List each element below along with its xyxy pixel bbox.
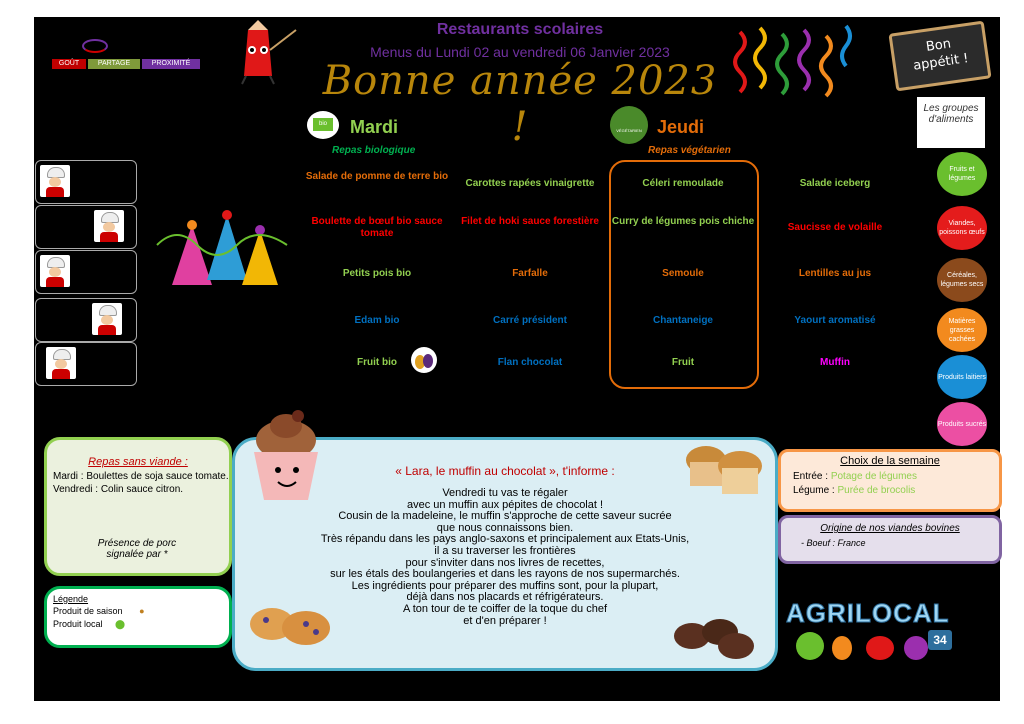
muffin-line: il a su traverser les frontières (434, 544, 576, 557)
legend-local-label: Produit local (53, 619, 103, 629)
menu-r4-c4: Yaourt aromatisé (794, 315, 876, 326)
legend-title: Légende (53, 594, 89, 604)
muffin-line: avec un muffin aux pépites de chocolat ! (406, 498, 604, 511)
muffin-line: et d'en préparer ! (463, 614, 547, 627)
legend-saison (53, 606, 229, 616)
menu-r4-c2: Carré président (493, 315, 567, 326)
new-year-banner: Bonne année 2023 ! (322, 58, 718, 150)
menu-r2-c1: Boulette de bœuf bio sauce tomate (311, 216, 443, 239)
choix-title: Choix de la semaine (840, 455, 940, 467)
group-cereales: Céréales, légumes secs (937, 258, 987, 302)
chef-icon (40, 165, 70, 197)
choix-semaine-box (778, 449, 1002, 512)
mardi-subtitle: Repas biologique (332, 145, 416, 156)
seasonal-icon: ● (139, 606, 145, 616)
muffin-text (275, 488, 735, 627)
muffin-line: Très répandu dans les pays anglo-saxons et principalement aux Etats-Unis, (320, 533, 690, 546)
jeudi-subtitle: Repas végétarien (648, 145, 731, 156)
agrilocal-number: 34 (928, 630, 952, 650)
bio-badge-label: bio (313, 118, 333, 131)
group-viandes: Viandes, poissons œufs (937, 206, 987, 250)
menu-r5-c1: Fruit bio (357, 357, 397, 368)
agrilocal-logo (780, 592, 996, 664)
chef-box-2 (35, 205, 137, 249)
chef-icon (40, 255, 70, 287)
menu-r2-c4: Saucisse de volaille (787, 222, 883, 233)
menu-r2-c3: Curry de légumes pois chiche (611, 216, 755, 227)
menu-r5-c4: Muffin (820, 357, 850, 368)
food-groups-title: Les groupes d'aliments (917, 97, 985, 148)
chef-icon (46, 347, 76, 379)
muffin-line: Cousin de la madeleine, le muffin s'approche de cette saveur sucrée (338, 510, 672, 523)
legend-saison-label: Produit de saison (53, 606, 123, 616)
muffin-line: Les ingrédients pour préparer des muffins sont, pour la plupart, (351, 579, 659, 592)
chef-icon (92, 303, 122, 335)
porc-note: Présence de porc signalée par * (97, 538, 177, 560)
choix-legume-value: Purée de brocolis (837, 485, 916, 496)
menu-r5-c2: Flan chocolat (497, 357, 563, 368)
legend-local (53, 619, 229, 630)
page-title: Restaurants scolaires (436, 21, 604, 38)
group-fruits-legumes: Fruits et légumes (937, 152, 987, 196)
menu-r1-c1: Salade de pomme de terre bio (305, 171, 449, 182)
muffin-heading: « Lara, le muffin au chocolat », t'informe : (395, 464, 615, 478)
sans-viande-mardi: Mardi : Boulettes de soja sauce tomate. (53, 471, 229, 482)
group-produits-sucres: Produits sucrés (937, 402, 987, 446)
agrilocal-text: AGRILOCAL (786, 598, 950, 628)
muffin-line: pour s'inviter dans nos livres de recettes, (405, 556, 605, 569)
brand-logo (52, 39, 200, 73)
chef-box-3 (35, 250, 137, 294)
sans-viande-title: Repas sans viande : (88, 456, 188, 468)
muffin-line: Vendredi tu vas te régaler (442, 487, 568, 499)
origine-viandes-box (778, 515, 1002, 564)
menu-r2-c2: Filet de hoki sauce forestière (461, 216, 599, 227)
group-produits-laitiers: Produits laitiers (937, 355, 987, 399)
choix-entree (793, 471, 999, 482)
choix-legume (793, 485, 999, 496)
choix-entree-label: Entrée : (793, 471, 829, 482)
streamers-icon (730, 22, 860, 108)
day-mardi: Mardi (350, 117, 399, 137)
menu-r4-c1: Edam bio (354, 315, 400, 326)
muffins-photo-right (670, 612, 756, 662)
location-pin-icon: ⬤ (115, 619, 126, 629)
menu-r3-c4: Lentilles au jus (798, 268, 872, 279)
menu-r1-c2: Carottes rapées vinaigrette (465, 178, 595, 189)
muffin-line: sur les étals des boulangeries et dans les rayons de nos supermarchés. (330, 568, 680, 581)
chef-box-4 (35, 298, 137, 342)
choix-legume-label: Légume : (793, 485, 835, 496)
muffin-line: A ton tour de te coiffer de la toque du chef (402, 602, 608, 615)
origine-value: - Boeuf : France (801, 538, 866, 548)
chef-box-5 (35, 342, 137, 386)
cupcake-mascot-icon (240, 410, 332, 506)
logo-label-partage: PARTAGE (88, 59, 140, 69)
seasonal-product-icon (408, 346, 440, 374)
choix-entree-value: Potage de légumes (830, 471, 917, 482)
vegetables-icon (780, 626, 996, 662)
muffins-photo-top (680, 440, 766, 496)
menu-r5-c3: Fruit (671, 357, 695, 368)
bon-appetit-text: Bon appétit ! (912, 36, 970, 74)
menu-r1-c3: Céleri remoulade (642, 178, 724, 189)
repas-sans-viande-box (44, 437, 232, 576)
origine-title: Origine de nos viandes bovines (820, 523, 960, 534)
menu-r4-c3: Chantaneige (652, 315, 713, 326)
logo-label-gout: GOÛT (52, 59, 86, 69)
menu-r3-c2: Farfalle (512, 268, 548, 279)
group-matieres-grasses: Matières grasses cachées (937, 308, 987, 352)
bio-badge (307, 111, 339, 139)
menu-r1-c4: Salade iceberg (799, 178, 871, 189)
muffins-photo-left (246, 598, 336, 658)
menu-r3-c1: Petits pois bio (342, 268, 412, 279)
vegetarian-badge (610, 106, 648, 144)
muffin-line: que nous connaissons bien. (436, 521, 574, 534)
chef-icon (94, 210, 124, 242)
chef-box-1 (35, 160, 137, 204)
sans-viande-vendredi: Vendredi : Colin sauce citron. (53, 484, 184, 495)
muffin-line: déjà dans nos placards et réfrigérateurs. (406, 591, 604, 604)
party-hats-icon (152, 205, 297, 297)
day-jeudi: Jeudi (657, 117, 705, 137)
page-subtitle: Menus du Lundi 02 au vendredi 06 Janvier 2023 (370, 44, 670, 60)
logo-swirl-icon (82, 39, 108, 53)
logo-label-proximite: PROXIMITÉ (142, 59, 200, 69)
pencil-mascot-icon (230, 20, 300, 86)
legend-box (44, 586, 232, 648)
menu-r3-c3: Semoule (662, 268, 704, 279)
vegetarian-badge-label: VÉGÉTARIEN (616, 128, 642, 133)
